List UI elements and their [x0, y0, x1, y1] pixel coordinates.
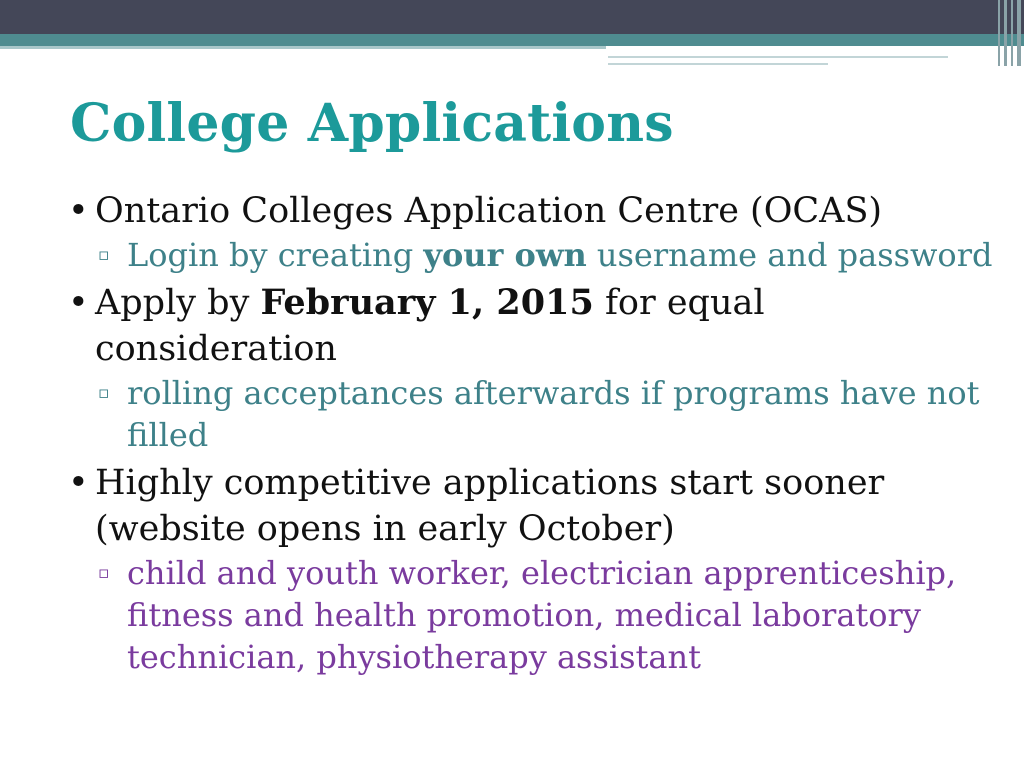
bullet-text: Highly competitive applications start sooner (website opens in early October): [95, 463, 885, 549]
bullet-competitive: [66, 460, 996, 552]
sub-bullet-rolling: [66, 372, 996, 456]
header-band-teal: [0, 34, 1024, 46]
header-band-dark: [0, 0, 1024, 34]
bullet-text-part2: for equal consideration: [95, 283, 765, 369]
sub-bullet-login: [66, 234, 996, 276]
sub-bullet-programs: [66, 552, 996, 678]
slide-title: College Applications: [70, 93, 674, 154]
bullet-text: Ontario Colleges Application Centre (OCAS): [95, 191, 883, 231]
sub-text-bold: your own: [423, 236, 587, 274]
bullet-mark: •: [68, 191, 89, 231]
sub-text-part1: Login by creating: [127, 236, 424, 274]
bullet-ocas: [66, 188, 996, 234]
header-line: [608, 56, 948, 58]
header-vertical-bars: [994, 0, 1024, 66]
sub-bullet-mark: ▫: [98, 245, 110, 265]
sub-text: rolling acceptances afterwards if programs have not filled: [127, 374, 980, 454]
deadline-date: February 1, 2015: [260, 282, 594, 323]
slide-content: [66, 188, 996, 682]
header-line: [608, 63, 828, 65]
sub-bullet-mark: ▫: [98, 563, 110, 583]
bullet-text-part1: Apply by: [95, 283, 261, 323]
bullet-apply-by: [66, 280, 996, 372]
bullet-mark: •: [68, 283, 89, 323]
sub-text-part2: username and password: [586, 236, 993, 274]
sub-bullet-mark: ▫: [98, 383, 110, 403]
bullet-mark: •: [68, 463, 89, 503]
sub-text: child and youth worker, electrician apprenticeship, fitness and health promotion, medical laboratory technician, physiotherapy assistant: [127, 554, 957, 676]
